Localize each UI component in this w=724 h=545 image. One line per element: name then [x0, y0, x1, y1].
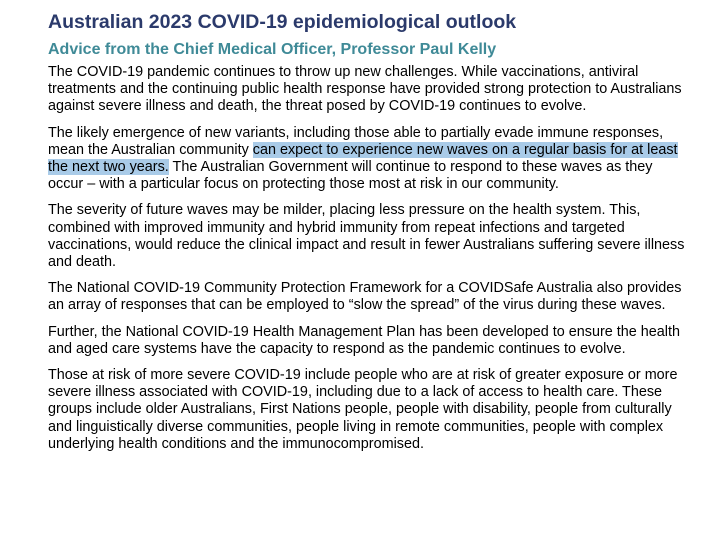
document-title: Australian 2023 COVID-19 epidemiological outlook	[48, 11, 517, 33]
paragraph-6: Those at risk of more severe COVID-19 include people who are at risk of greater exposure or more severe illness associated with COVID-19, including due to a lack of access to health care. These groups include older Australians, First Nations people, people with disability, people from culturally and linguistically diverse communities, people living in remote communities, people with complex underlying health conditions and the immunocompromised.	[48, 367, 678, 452]
paragraph-5: Further, the National COVID-19 Health Management Plan has been developed to ensure the health and aged care systems have the capacity to respond as the pandemic continues to evolve.	[48, 323, 680, 357]
paragraph-2-text-start: The likely emergence of new variants, including those able to partially evade immune responses, mean the Australian community	[48, 124, 664, 158]
paragraph-4: The National COVID-19 Community Protection Framework for a COVIDSafe Australia also provides an array of responses that can be employed to “slow the spread” of the virus during these waves.	[48, 280, 682, 314]
paragraph-2-text-end: The Australian Government will continue to respond to these waves as they occur – with a particular focus on protecting those most at risk in our community.	[48, 159, 653, 193]
document-subtitle: Advice from the Chief Medical Officer, Professor Paul Kelly	[48, 41, 497, 58]
highlighted-text-selection[interactable]: can expect to experience new waves on a regular basis for at least the next two years.	[48, 141, 678, 176]
document-page	[48, 9, 688, 453]
paragraph-2	[48, 125, 688, 194]
paragraph-3: The severity of future waves may be milder, placing less pressure on the health system. This, combined with improved immunity and hybrid immunity from repeat infections and targeted vaccinations, would reduce the clinical impact and result in fewer Australians suffering severe illness and death.	[48, 202, 685, 271]
paragraph-1: The COVID-19 pandemic continues to throw up new challenges. While vaccinations, antiviral treatments and the continuing public health response have provided strong protection to Australians against severe illness and death, the threat posed by COVID-19 continues to evolve.	[48, 64, 682, 115]
